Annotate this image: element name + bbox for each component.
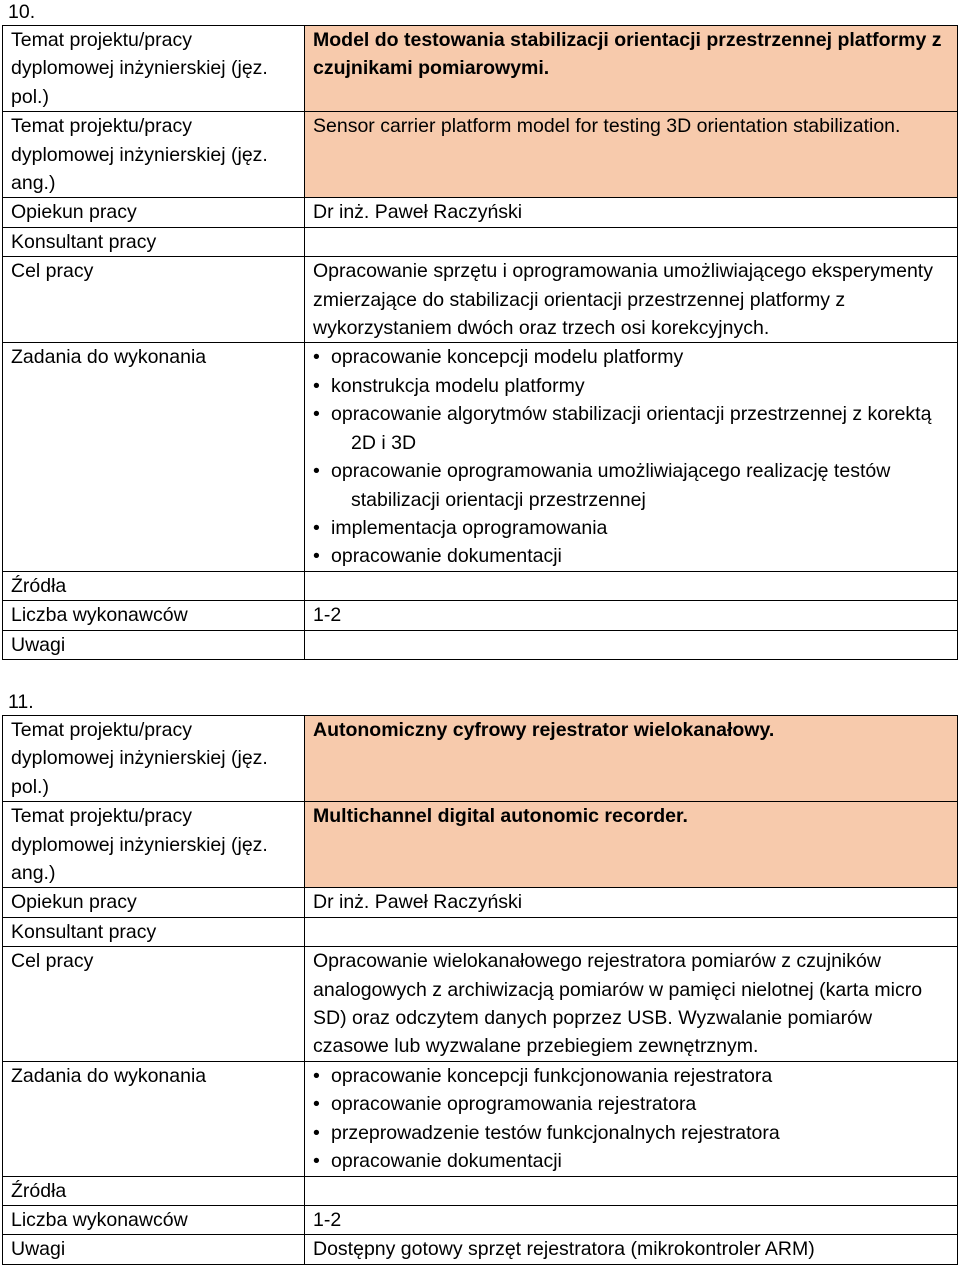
list-item: • opracowanie koncepcji modelu platformy	[313, 343, 949, 371]
label-title-pl: Temat projektu/pracy dyplomowej inżynierskiej (jęz. pol.)	[3, 716, 305, 802]
list-item: • opracowanie oprogramowania umożliwiającego realizację testów stabilizacji orientacji przestrzennej	[313, 457, 949, 514]
notes: Dostępny gotowy sprzęt rejestratora (mikrokontroler ARM)	[305, 1235, 958, 1264]
label-supervisor: Opiekun pracy	[3, 198, 305, 227]
list-item: • implementacja oprogramowania	[313, 514, 949, 542]
list-item: • opracowanie koncepcji funkcjonowania rejestratora	[313, 1062, 949, 1090]
list-item: • opracowanie oprogramowania rejestratora	[313, 1090, 949, 1118]
label-tasks: Zadania do wykonania	[3, 343, 305, 571]
label-consultant: Konsultant pracy	[3, 917, 305, 946]
list-item: • opracowanie algorytmów stabilizacji orientacji przestrzennej z korektą 2D i 3D	[313, 400, 949, 457]
title-en: Sensor carrier platform model for testing 3D orientation stabilization.	[305, 112, 958, 198]
label-title-pl: Temat projektu/pracy dyplomowej inżynierskiej (jęz. pol.)	[3, 26, 305, 112]
supervisor: Dr inż. Paweł Raczyński	[305, 198, 958, 227]
sources	[305, 571, 958, 600]
project-number: 10.	[8, 1, 36, 23]
project-table-11	[2, 715, 958, 1265]
list-item: • przeprowadzenie testów funkcjonalnych rejestratora	[313, 1119, 949, 1147]
consultant	[305, 227, 958, 256]
label-notes: Uwagi	[3, 630, 305, 659]
task-list	[313, 1062, 949, 1176]
label-notes: Uwagi	[3, 1235, 305, 1264]
goal: Opracowanie wielokanałowego rejestratora pomiarów z czujników analogowych z archiwizacją pomiarów w pamięci nielotnej (karta micro SD) oraz odczytem danych poprzez USB. Wyzwalanie pomiarów czasowe lub wyzwalane przebiegiem zewnętrznym.	[305, 947, 958, 1062]
label-consultant: Konsultant pracy	[3, 227, 305, 256]
project-number: 11.	[8, 691, 34, 713]
label-contractors: Liczba wykonawców	[3, 601, 305, 630]
notes	[305, 630, 958, 659]
goal: Opracowanie sprzętu i oprogramowania umożliwiającego eksperymenty zmierzające do stabilizacji orientacji przestrzennej platformy z wykorzystaniem dwóch oraz trzech osi korekcyjnych.	[305, 257, 958, 343]
list-item: • opracowanie dokumentacji	[313, 1147, 949, 1175]
task-list	[313, 343, 949, 570]
label-title-en: Temat projektu/pracy dyplomowej inżynierskiej (jęz. ang.)	[3, 112, 305, 198]
sources	[305, 1176, 958, 1205]
consultant	[305, 917, 958, 946]
list-item: • opracowanie dokumentacji	[313, 542, 949, 570]
list-item: • konstrukcja modelu platformy	[313, 372, 949, 400]
title-en: Multichannel digital autonomic recorder.	[305, 802, 958, 888]
supervisor: Dr inż. Paweł Raczyński	[305, 888, 958, 917]
label-sources: Źródła	[3, 1176, 305, 1205]
label-goal: Cel pracy	[3, 257, 305, 343]
label-tasks: Zadania do wykonania	[3, 1061, 305, 1176]
label-sources: Źródła	[3, 571, 305, 600]
title-pl: Autonomiczny cyfrowy rejestrator wielokanałowy.	[305, 716, 958, 802]
label-goal: Cel pracy	[3, 947, 305, 1062]
contractors: 1-2	[305, 601, 958, 630]
label-title-en: Temat projektu/pracy dyplomowej inżynierskiej (jęz. ang.)	[3, 802, 305, 888]
project-table-10	[2, 25, 958, 660]
title-pl: Model do testowania stabilizacji orientacji przestrzennej platformy z czujnikami pomiarowymi.	[305, 26, 958, 112]
label-contractors: Liczba wykonawców	[3, 1205, 305, 1234]
label-supervisor: Opiekun pracy	[3, 888, 305, 917]
contractors: 1-2	[305, 1205, 958, 1234]
